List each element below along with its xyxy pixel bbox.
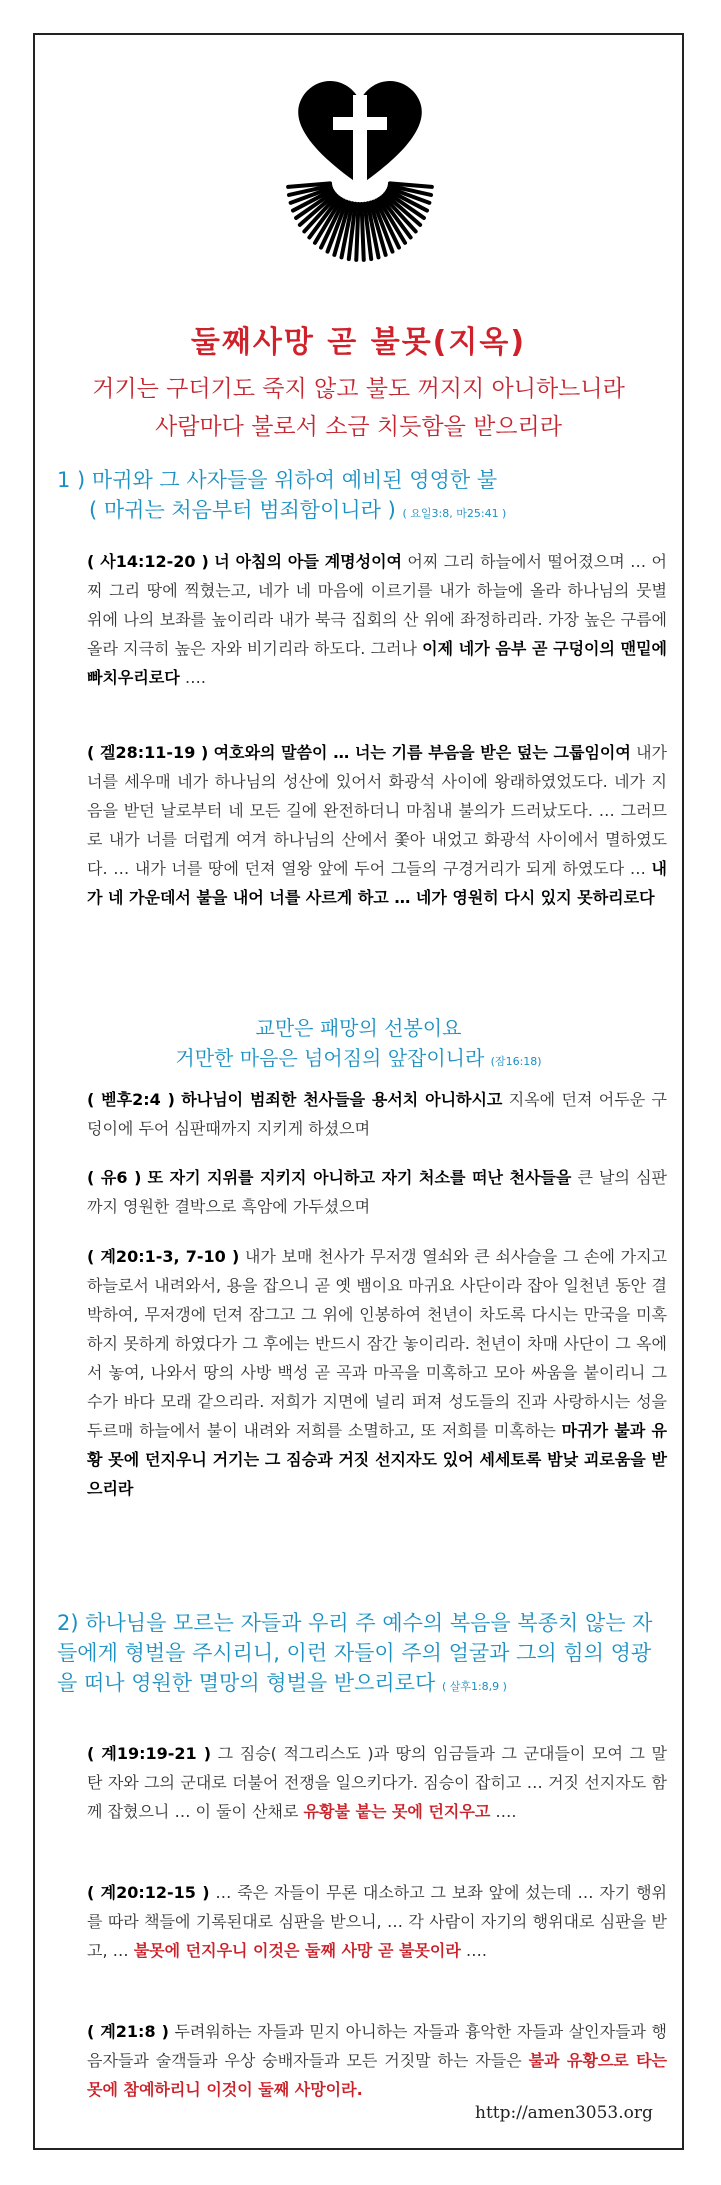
heart-cross-icon bbox=[285, 77, 435, 262]
section-1-heading bbox=[57, 465, 506, 529]
proverb-line1: 교만은 패망의 선봉이요 bbox=[255, 1016, 462, 1040]
section-1-line2: ( 마귀는 처음부터 범죄함이니라 ) bbox=[89, 498, 396, 522]
passage-2peter: ( 벧후2:4 ) 하나님이 범죄한 천사들을 용서치 아니하시고 지옥에 던져 어두운 구덩이에 두어 심판때까지 지키게 하셨으며 bbox=[87, 1090, 667, 1138]
section-1-line1: 1 ) 마귀와 그 사자들을 위하여 예비된 영영한 불 bbox=[57, 468, 498, 492]
subtitle-1: 거기는 구더기도 죽지 않고 불도 꺼지지 아니하느니라 bbox=[92, 376, 625, 402]
proverb-ref: (잠16:18) bbox=[490, 1055, 542, 1068]
section-1-ref: ( 요일3:8, 마25:41 ) bbox=[402, 507, 507, 520]
passage-ezekiel: ( 겔28:11-19 ) 여호와의 말씀이 … 너는 기름 부음을 받은 덮는 그룹임이여 내가 너를 세우매 네가 하나님의 성산에 있어서 화광석 사이에 왕래하였었도다. 네가 지음을 받던 날로부터 네 모든 길에 완전하더니 마침내 불의가 드러났도다. … 그러므로 내가 너를 더럽게 여겨 하나님의 산에서 쫓아 내었고 화광석 사이에서 멸하였도다. … 내가 너를 땅에 던져 열왕 앞에 두어 그들의 구경거리가 되게 하였도다 … 내가 네 가운데서 불을 내어 너를 사르게 하고 … 네가 영원히 다시 있지 못하리로다 bbox=[87, 743, 667, 907]
passage-revelation-19: ( 계19:19-21 ) 그 짐승( 적그리스도 )과 땅의 임금들과 그 군대들이 모여 그 말 탄 자와 그의 군대로 더불어 전쟁을 일으키다가. 짐승이 잡히고 … 거짓 선지자도 함께 잡혔으니 … 이 둘이 산채로 유황불 붙는 못에 던지우고 …. bbox=[87, 1744, 668, 1821]
section-2-ref: ( 살후1:8,9 ) bbox=[441, 1680, 507, 1693]
website-link[interactable]: http://amen3053.org bbox=[475, 2103, 653, 2123]
passage-jude: ( 유6 ) 또 자기 지위를 지키지 아니하고 자기 처소를 떠난 천사들을 큰 날의 심판까지 영원한 결박으로 흑암에 가두셨으며 bbox=[87, 1168, 668, 1216]
passage-revelation-20a: ( 계20:1-3, 7-10 ) 내가 보매 천사가 무저갱 열쇠와 큰 쇠사슬을 그 손에 가지고 하늘로서 내려와서, 용을 잡으니 곧 옛 뱀이요 마귀요 사단이라 잡아 일천년 동안 결박하여, 무저갱에 던져 잠그고 그 위에 인봉하여 천년이 차도록 다시는 만국을 미혹하지 못하게 하였다가 그 후에는 반드시 잠간 놓이리라. 천년이 차매 사단이 그 옥에서 놓여, 나와서 땅의 사방 백성 곧 곡과 마곡을 미혹하고 모아 싸움을 붙이리니 그 수가 바다 모래 같으리라. 저희가 지면에 널리 퍼져 성도들의 진과 사랑하시는 성을 두르매 하늘에서 불이 내려와 저희를 소멸하고, 또 저희를 미혹하는 마귀가 불과 유황 못에 던지우니 거기는 그 짐승과 거짓 선지자도 있어 세세토록 밤낮 괴로움을 받으리라 bbox=[87, 1247, 667, 1498]
passage-isaiah: ( 사14:12-20 ) 너 아침의 아들 계명성이여 어찌 그리 하늘에서 떨어졌으며 … 어찌 그리 땅에 찍혔는고, 네가 네 마음에 이르기를 내가 하늘에 올라 하나님의 뭇별 위에 나의 보좌를 높이리라 내가 북극 집회의 산 위에 좌정하리라. 가장 높은 구름에 올라 지극히 높은 자와 비기리라 하도다. 그러나 이제 네가 음부 곧 구덩이의 맨밑에 빠치우리로다 …. bbox=[87, 552, 667, 687]
tract-frame bbox=[33, 33, 684, 2150]
subtitle-2: 사람마다 불로서 소금 치듯함을 받으리라 bbox=[155, 414, 562, 440]
page-title: 둘째사망 곧 불못(지옥) bbox=[190, 325, 527, 360]
passage-revelation-20b: ( 계20:12-15 ) … 죽은 자들이 무론 대소하고 그 보좌 앞에 섰는데 … 자기 행위를 따라 책들에 기록된대로 심판을 받으니, … 각 사람이 자기의 행위대로 심판을 받고, … 불못에 던지우니 이것은 둘째 사망 곧 불못이라 …. bbox=[87, 1883, 667, 1960]
logo-ray bbox=[362, 204, 364, 260]
proverb-quote bbox=[35, 1013, 682, 1077]
logo-ray bbox=[356, 204, 358, 260]
proverb-line2: 거만한 마음은 넘어짐의 앞잡이니라 bbox=[175, 1046, 485, 1070]
section-2-heading: 2) 하나님을 모르는 자들과 우리 주 예수의 복음을 복종치 않는 자들에게 형벌을 주시리니, 이런 자들이 주의 얼굴과 그의 힘의 영광을 떠나 영원한 멸망의 형벌을 받으리로다 ( 살후1:8,9 ) bbox=[57, 1611, 653, 1695]
passage-revelation-21: ( 계21:8 ) 두려워하는 자들과 믿지 아니하는 자들과 흉악한 자들과 살인자들과 행음자들과 술객들과 우상 숭배자들과 모든 거짓말 하는 자들은 불과 유황으로 타는 못에 참예하리니 이것이 둘째 사망이라. bbox=[87, 2022, 668, 2099]
